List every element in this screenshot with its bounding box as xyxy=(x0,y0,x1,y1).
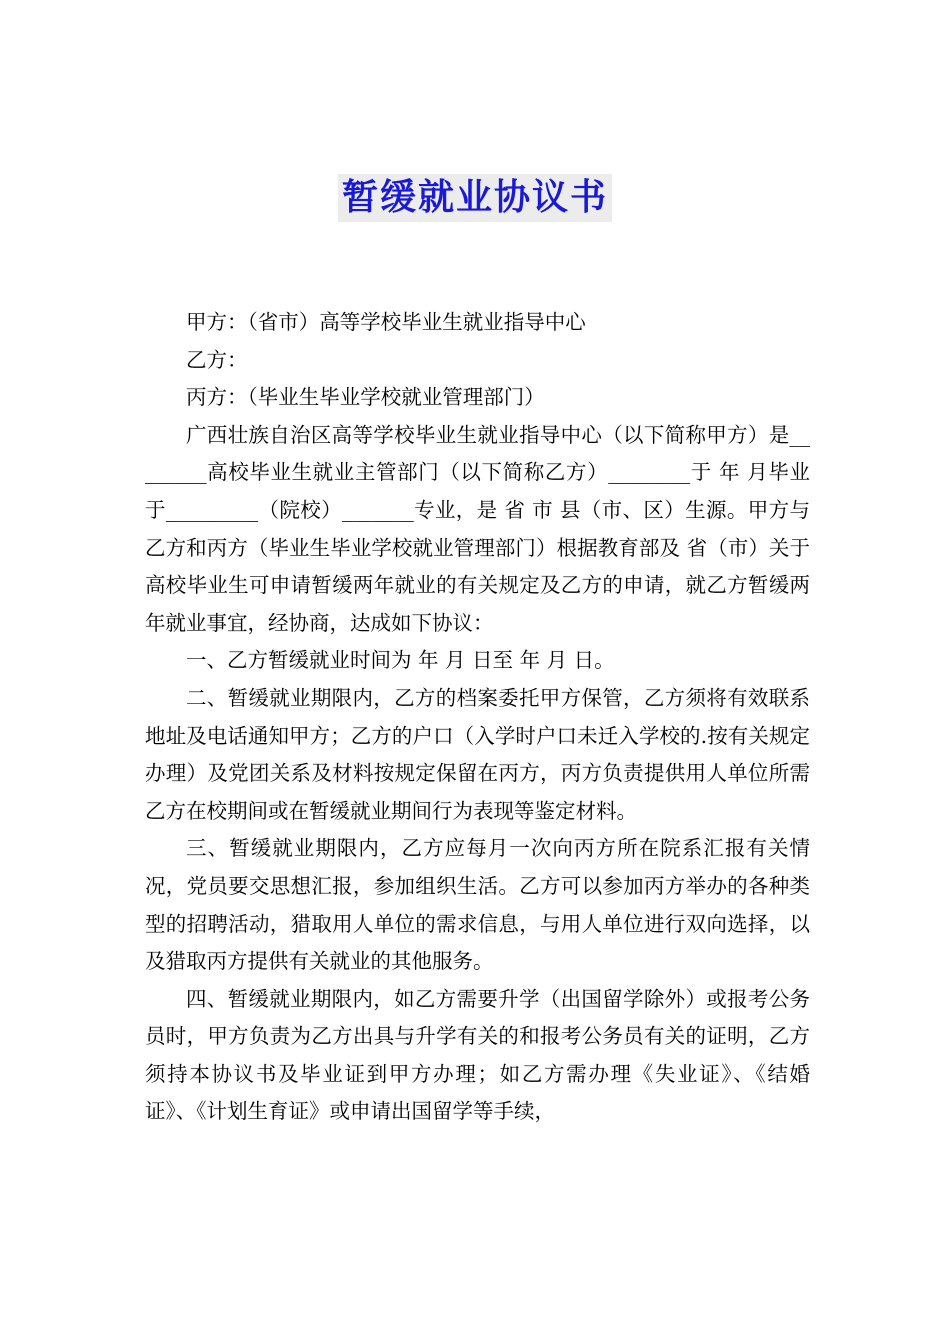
document-body xyxy=(145,304,810,1131)
party-a-line: 甲方：（省市）高等学校毕业生就业指导中心 xyxy=(186,310,586,334)
document-title: 暂缓就业协议书 xyxy=(338,174,612,222)
party-b-line: 乙方： xyxy=(186,347,248,372)
clause-4-paragraph: 四、暂缓就业期限内，如乙方需要升学（出国留学除外）或报考公务员时，甲方负责为乙方出具与升学有关的和报考公务员有关的证明，乙方须持本协议书及毕业证到甲方办理；如乙方需办理《失业证》、《结婚证》、《计划生育证》或申请出国留学等手续， xyxy=(145,986,810,1124)
title-container xyxy=(0,174,950,222)
preamble-paragraph: 广西壮族自治区高等学校毕业生就业指导中心（以下简称甲方）是________高校毕业生就业主管部门（以下简称乙方）________于 年 月毕业于_________（院校）_______专业，是 省 市 县（市、区）生源。甲方与乙方和丙方（毕业生毕业学校就业管理部门）根据教育部及 省（市）关于高校毕业生可申请暂缓两年就业的有关规定及乙方的申请，就乙方暂缓两年就业事宜，经协商，达成如下协议： xyxy=(145,422,810,635)
clause-1-paragraph: 一、乙方暂缓就业时间为 年 月 日至 年 月 日。 xyxy=(186,648,615,673)
clause-2-paragraph: 二、暂缓就业期限内，乙方的档案委托甲方保管，乙方须将有效联系地址及电话通知甲方；乙方的户口（入学时户口未迁入学校的.按有关规定办理）及党团关系及材料按规定保留在丙方，丙方负责提供用人单位所需乙方在校期间或在暂缓就业期间行为表现等鉴定材料。 xyxy=(145,685,810,823)
clause-3-paragraph: 三、暂缓就业期限内，乙方应每月一次向丙方所在院系汇报有关情况，党员要交思想汇报，参加组织生活。乙方可以参加丙方举办的各种类型的招聘活动，猎取用人单位的需求信息，与用人单位进行双向选择，以及猎取丙方提供有关就业的其他服务。 xyxy=(145,836,810,974)
party-c-line: 丙方：（毕业生毕业学校就业管理部门） xyxy=(186,385,545,410)
